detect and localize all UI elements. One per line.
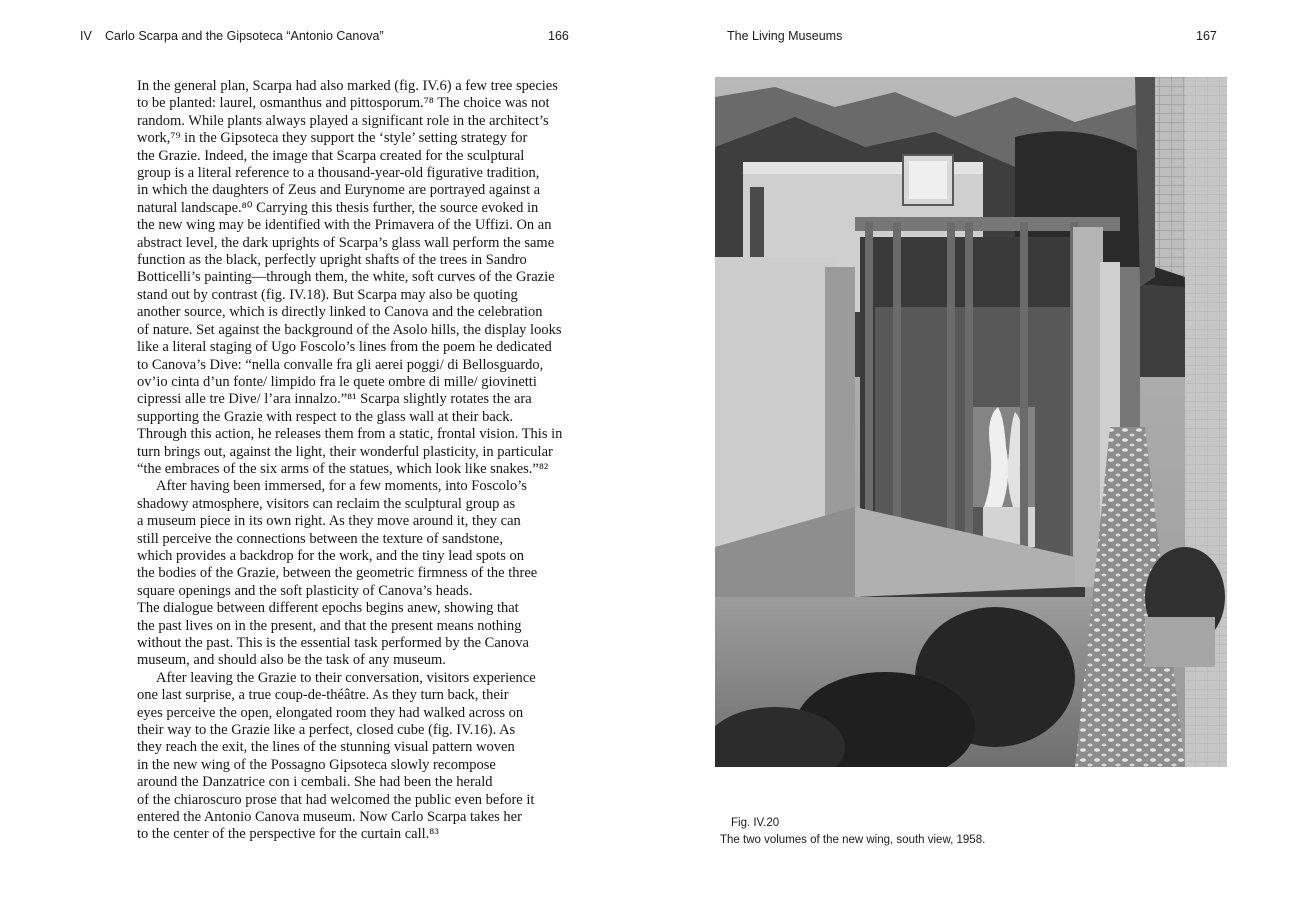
text-line: the bodies of the Grazie, between the geometric firmness of the three (137, 565, 538, 582)
figure-photo (715, 77, 1227, 767)
page-number-right: 167 (1196, 29, 1217, 43)
text-line: cipressi alle tre Dive/ l’ara innalzo.”⁸¹ Scarpa slightly rotates the ara (137, 391, 532, 408)
text-line: in which the daughters of Zeus and Eurynome are portrayed against a (137, 182, 541, 199)
chapter-number: IV (80, 29, 92, 43)
text-line: Botticelli’s painting—through them, the white, soft curves of the Grazie (137, 269, 555, 286)
text-line: the Grazie. Indeed, the image that Scarpa created for the sculptural (137, 147, 525, 164)
text-line: entered the Antonio Canova museum. Now Carlo Scarpa takes her (137, 809, 522, 826)
figure-caption: The two volumes of the new wing, south view, 1958. (720, 834, 986, 846)
text-line: they reach the exit, the lines of the stunning visual pattern woven (137, 739, 515, 756)
text-line: of nature. Set against the background of the Asolo hills, the display looks (137, 321, 562, 338)
text-line: the new wing may be identified with the Primavera of the Uffizi. On an (137, 217, 552, 234)
text-line: natural landscape.⁸⁰ Carrying this thesis further, the source evoked in (137, 199, 539, 216)
text-line: In the general plan, Scarpa had also marked (fig. IV.6) a few tree species (137, 78, 558, 94)
text-line: to be planted: laurel, osmanthus and pittosporum.⁷⁸ The choice was not (137, 95, 550, 112)
text-line: turn brings out, against the light, their wonderful plasticity, in particular (137, 443, 553, 460)
text-line: to Canova’s Dive: “nella convalle fra gli aerei poggi/ di Bellosguardo, (137, 356, 544, 373)
text-line: eyes perceive the open, elongated room they had walked across on (137, 704, 524, 721)
page-number-left: 166 (548, 29, 569, 43)
text-line: function as the black, perfectly upright shafts of the trees in Sandro (137, 252, 527, 269)
text-line: another source, which is directly linked to Canova and the celebration (137, 304, 543, 321)
text-line: ov’io cinta d’un fonte/ limpido fra le quete ombre di mille/ giovinetti (137, 373, 537, 390)
running-title-right: The Living Museums (727, 29, 843, 43)
text-line: to the center of the perspective for the curtain call.⁸³ (137, 826, 439, 843)
text-line: museum, and should also be the task of any museum. (137, 652, 446, 669)
text-line: work,⁷⁹ in the Gipsoteca they support the ‘style’ setting strategy for (137, 130, 528, 147)
text-line: their way to the Grazie like a perfect, closed cube (fig. IV.16). As (137, 722, 516, 739)
photo-illustration (715, 77, 1227, 767)
text-line: supporting the Grazie with respect to the glass wall at their back. (137, 408, 514, 425)
text-line: group is a literal reference to a thousand-year-old figurative tradition, (137, 165, 540, 182)
running-title-left: Carlo Scarpa and the Gipsoteca “Antonio Canova” (105, 29, 384, 43)
text-line: still perceive the connections between the texture of sandstone, (137, 530, 503, 547)
text-line: which provides a backdrop for the work, and the tiny lead spots on (137, 547, 524, 564)
text-line: Through this action, he releases them from a static, frontal vision. This in (137, 426, 563, 443)
text-line: After leaving the Grazie to their conversation, visitors experience (156, 669, 536, 686)
text-line: of the chiaroscuro prose that had welcomed the public even before it (137, 791, 535, 808)
text-line: shadowy atmosphere, visitors can reclaim the sculptural group as (137, 495, 516, 512)
text-line: the past lives on in the present, and that the present means nothing (137, 617, 522, 634)
text-line: abstract level, the dark uprights of Scarpa’s glass wall perform the same (137, 234, 555, 251)
text-line: one last surprise, a true coup-de-théâtre. As they turn back, their (137, 687, 509, 704)
text-line: in the new wing of the Possagno Gipsoteca slowly recompose (137, 756, 496, 773)
body-text (137, 78, 587, 844)
text-line: a museum piece in its own right. As they move around it, they can (137, 513, 521, 530)
text-line: like a literal staging of Ugo Foscolo’s lines from the poem he dedicated (137, 339, 552, 356)
text-line: “the embraces of the six arms of the statues, which look like snakes.”⁸² (137, 460, 549, 477)
text-line: random. While plants always played a significant role in the architect’s (137, 112, 549, 129)
text-line: around the Danzatrice con i cembali. She had been the herald (137, 774, 493, 791)
text-line: The dialogue between different epochs begins anew, showing that (137, 600, 519, 617)
figure-label: Fig. IV.20 (731, 817, 780, 829)
text-line: without the past. This is the essential task performed by the Canova (137, 635, 529, 651)
text-line: square openings and the soft plasticity of Canova’s heads. (137, 582, 473, 599)
text-line: After having been immersed, for a few moments, into Foscolo’s (156, 478, 527, 495)
text-line: stand out by contrast (fig. IV.18). But Scarpa may also be quoting (137, 286, 518, 303)
